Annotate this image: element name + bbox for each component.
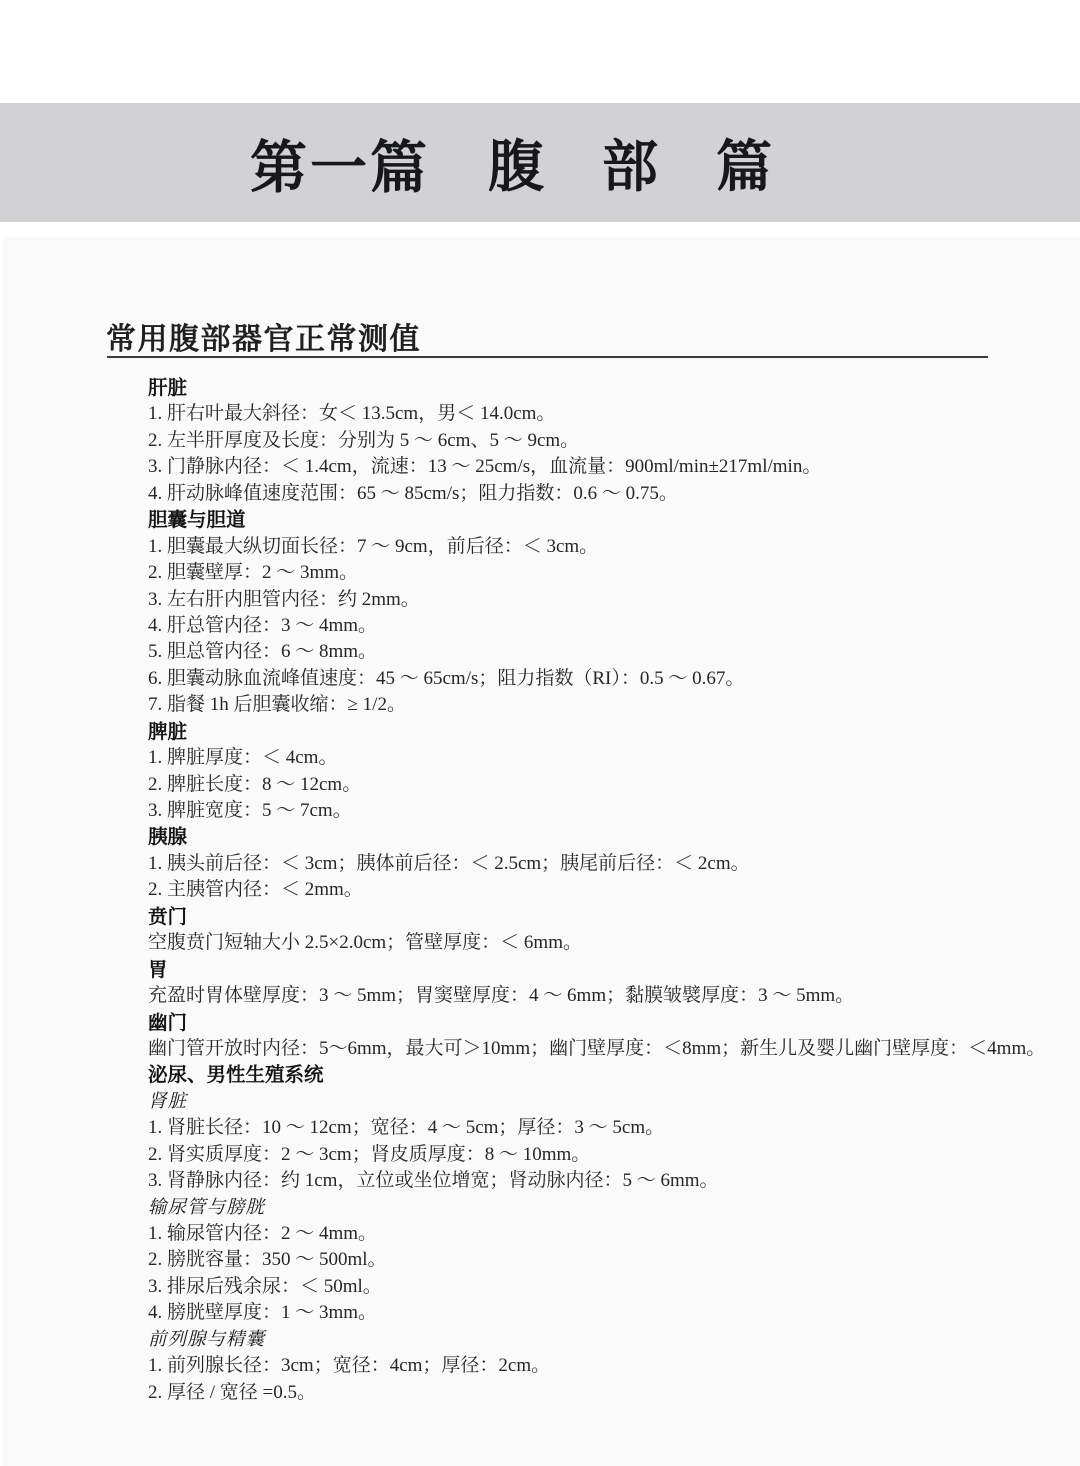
- measurement-line: 1. 输尿管内径：2 ～ 4mm。: [148, 1223, 378, 1244]
- section-header-line: 胆囊与胆道: [148, 509, 246, 532]
- measurement-line: 2. 肾实质厚度：2 ～ 3cm；肾皮质厚度：8 ～ 10mm。: [148, 1143, 591, 1165]
- subsection-header-line: 前列腺与精囊: [148, 1329, 266, 1350]
- measurement-line: 5. 胆总管内径：6 ～ 8mm。: [148, 641, 378, 663]
- measurement-line: 2. 脾脏长度：8 ～ 12cm。: [148, 773, 362, 795]
- part-title: 腹部篇: [488, 134, 830, 198]
- measurement-line: 1. 胆囊最大纵切面长径：7 ～ 9cm，前后径：＜ 3cm。: [148, 535, 599, 557]
- measurement-line: 3. 肾静脉内径：约 1cm，立位或坐位增宽；肾动脉内径：5 ～ 6mm。: [148, 1170, 719, 1192]
- measurement-line: 3. 门静脉内径：＜ 1.4cm，流速：13 ～ 25cm/s，血流量：900ml/min±217ml/min。: [148, 456, 822, 478]
- measurement-line: 3. 排尿后残余尿：＜ 50ml。: [148, 1275, 382, 1297]
- subsection-header-line: 肾脏: [148, 1091, 188, 1112]
- section-header-line: 贲门: [148, 905, 188, 928]
- part-banner: [0, 103, 1080, 222]
- part-number: 第一篇: [250, 135, 430, 200]
- measurement-list: [148, 375, 1058, 1406]
- measurement-line: 1. 胰头前后径：＜ 3cm；胰体前后径：＜ 2.5cm；胰尾前后径：＜ 2cm。: [148, 852, 750, 874]
- section-header-line: 脾脏: [148, 720, 188, 743]
- measurement-line: 4. 肝总管内径：3 ～ 4mm。: [148, 614, 378, 636]
- measurement-line: 1. 脾脏厚度：＜ 4cm。: [148, 747, 338, 769]
- measurement-line: 3. 左右肝内胆管内径：约 2mm。: [148, 588, 420, 610]
- measurement-line: 2. 膀胱容量：350 ～ 500ml。: [148, 1249, 387, 1271]
- measurement-line: 1. 前列腺长径：3cm；宽径：4cm；厚径：2cm。: [148, 1355, 551, 1377]
- measurement-line: 4. 膀胱壁厚度：1 ～ 3mm。: [148, 1302, 378, 1324]
- measurement-line: 3. 脾脏宽度：5 ～ 7cm。: [148, 800, 352, 821]
- measurement-line: 6. 胆囊动脉血流峰值速度：45 ～ 65cm/s；阻力指数（RI）：0.5 ～ 0.67。: [148, 667, 745, 689]
- section-header-line: 胰腺: [148, 826, 188, 849]
- measurement-line: 2. 左半肝厚度及长度：分别为 5 ～ 6cm、5 ～ 9cm。: [148, 429, 580, 451]
- title-divider: [107, 356, 988, 358]
- section-header-line: 肝脏: [148, 377, 188, 399]
- measurement-line: 1. 肝右叶最大斜径：女＜ 13.5cm，男＜ 14.0cm。: [148, 403, 556, 425]
- measurement-line: 7. 脂餐 1h 后胆囊收缩：≥ 1/2。: [148, 694, 406, 716]
- measurement-line: 1. 肾脏长径：10 ～ 12cm；宽径：4 ～ 5cm；厚径：3 ～ 5cm。: [148, 1117, 665, 1139]
- measurement-line: 空腹贲门短轴大小 2.5×2.0cm；管壁厚度：＜ 6mm。: [148, 932, 582, 954]
- measurement-line: 充盈时胃体壁厚度：3 ～ 5mm；胃窦壁厚度：4 ～ 6mm；黏膜皱襞厚度：3 ～ 5mm。: [148, 985, 855, 1007]
- article-title: 常用腹部器官正常测值: [106, 323, 421, 356]
- section-header-line: 泌尿、男性生殖系统: [148, 1064, 324, 1087]
- measurement-line: 2. 胆囊壁厚：2 ～ 3mm。: [148, 562, 359, 584]
- section-header-line: 胃: [148, 958, 168, 981]
- measurement-line: 4. 肝动脉峰值速度范围：65 ～ 85cm/s；阻力指数：0.6 ～ 0.75。: [148, 482, 678, 504]
- measurement-line: 幽门管开放时内径：5～6mm，最大可＞10mm；幽门壁厚度：＜8mm；新生儿及婴儿幽门壁厚度：＜4mm。: [148, 1037, 1046, 1059]
- section-header-line: 幽门: [148, 1011, 188, 1034]
- subsection-header-line: 输尿管与膀胱: [148, 1197, 266, 1218]
- measurement-line: 2. 主胰管内径：＜ 2mm。: [148, 879, 363, 901]
- measurement-line: 2. 厚径 / 宽径 =0.5。: [148, 1381, 316, 1403]
